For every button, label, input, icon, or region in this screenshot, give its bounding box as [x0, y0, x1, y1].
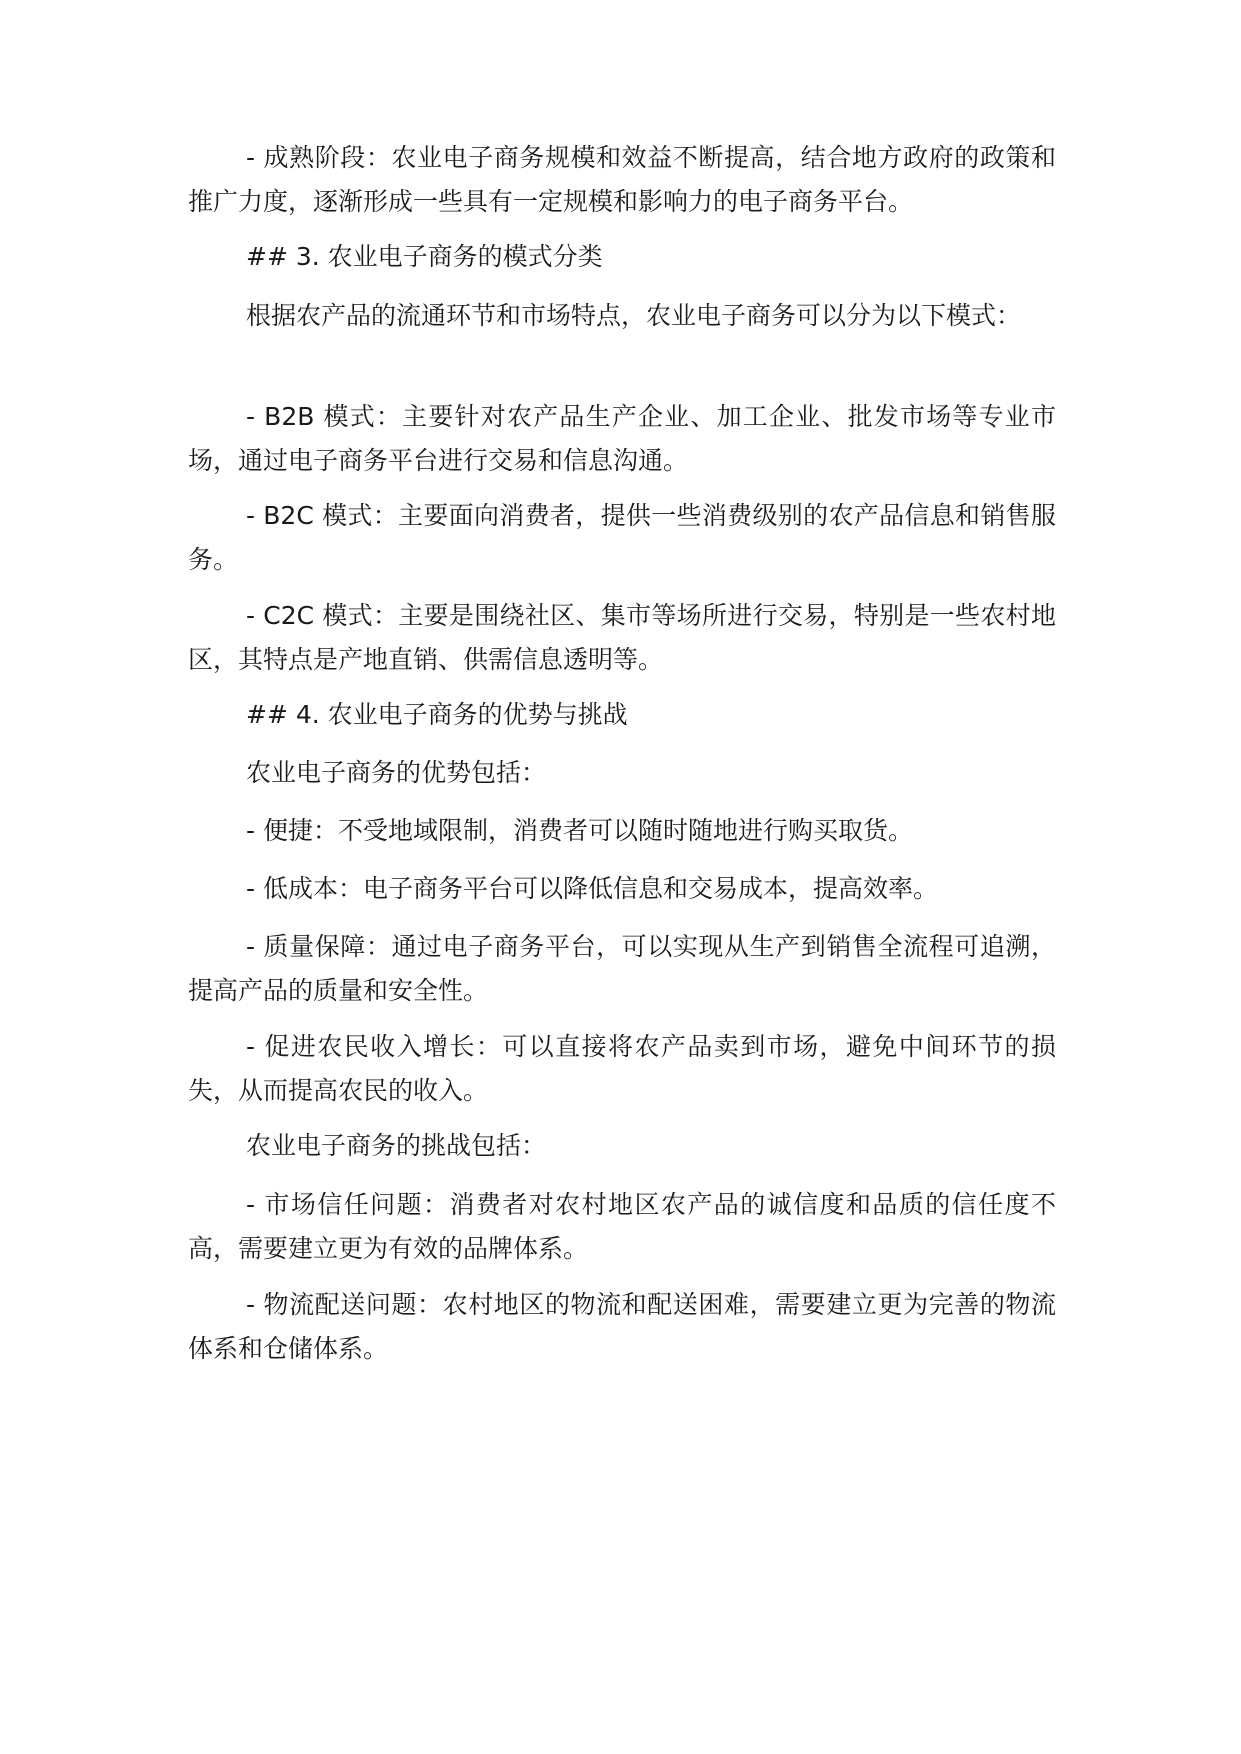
section-heading-3: ## 3. 农业电子商务的模式分类 [246, 242, 603, 271]
paragraph-mode-intro: 根据农产品的流通环节和市场特点，农业电子商务可以分为以下模式： [246, 301, 1022, 330]
paragraph-challenge-logistics: - 物流配送问题：农村地区的物流和配送困难，需要建立更为完善的物流体系和仓储体系。 [188, 1290, 1056, 1363]
section-heading-4: ## 4. 农业电子商务的优势与挑战 [246, 700, 628, 729]
paragraph-advantage-convenient: - 便捷：不受地域限制，消费者可以随时随地进行购买取货。 [246, 816, 913, 845]
paragraph-advantage-quality: - 质量保障：通过电子商务平台，可以实现从生产到销售全流程可追溯，提高产品的质量和安全性。 [188, 932, 1056, 1005]
paragraph-b2b: - B2B 模式：主要针对农产品生产企业、加工企业、批发市场等专业市场，通过电子商务平台进行交易和信息沟通。 [188, 402, 1056, 475]
paragraph-challenges-intro: 农业电子商务的挑战包括： [246, 1131, 547, 1160]
paragraph-challenge-trust: - 市场信任问题：消费者对农村地区农产品的诚信度和品质的信任度不高，需要建立更为有效的品牌体系。 [188, 1190, 1056, 1263]
paragraph-advantage-low-cost: - 低成本：电子商务平台可以降低信息和交易成本，提高效率。 [246, 874, 938, 903]
paragraph-mature-stage: - 成熟阶段：农业电子商务规模和效益不断提高，结合地方政府的政策和推广力度，逐渐形成一些具有一定规模和影响力的电子商务平台。 [188, 143, 1056, 216]
paragraph-advantages-intro: 农业电子商务的优势包括： [246, 758, 547, 787]
paragraph-c2c: - C2C 模式：主要是围绕社区、集市等场所进行交易，特别是一些农村地区，其特点是产地直销、供需信息透明等。 [188, 601, 1056, 674]
paragraph-b2c: - B2C 模式：主要面向消费者，提供一些消费级别的农产品信息和销售服务。 [188, 501, 1056, 574]
paragraph-advantage-income: - 促进农民收入增长：可以直接将农产品卖到市场，避免中间环节的损失，从而提高农民的收入。 [188, 1032, 1056, 1105]
